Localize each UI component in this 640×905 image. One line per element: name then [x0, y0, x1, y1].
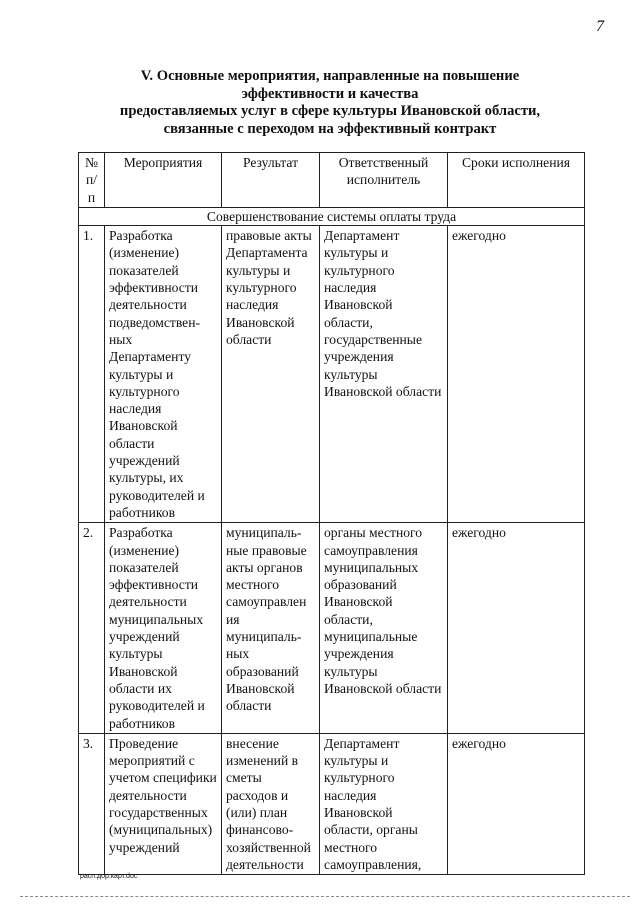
header-deadline: Сроки исполнения [448, 153, 585, 208]
table-row [79, 523, 585, 734]
title-line: эффективности и качества [241, 85, 419, 102]
document-title [60, 68, 600, 138]
section-row [79, 207, 585, 225]
header-activity: Мероприятия [105, 153, 222, 208]
row-deadline: ежегодно [448, 523, 585, 734]
row-num: 2. [79, 523, 105, 734]
measures-table [78, 152, 585, 875]
row-activity: Проведение мероприятий с учетом специфики деятельности государственных (муниципальных) учреждений [105, 733, 222, 874]
row-executor: Департамент культуры и культурного наследия Ивановской области, органы местного самоуправления, [320, 733, 448, 874]
title-line: предоставляемых услуг в сфере культуры Ивановской области, [119, 103, 541, 119]
header-num: № п/п [79, 153, 105, 208]
row-activity: Разработка (изменение) показателей эффективности деятельности подведомствен-ных Департаменту культуры и культурного наследия Ивановской области учреждений культуры, их руководителей и работников [105, 226, 222, 523]
row-activity: Разработка (изменение) показателей эффективности деятельности муниципальных учреждений культуры Ивановской области их руководителей и работников [105, 523, 222, 734]
row-num: 3. [79, 733, 105, 874]
title-line: V. Основные мероприятия, направленные на повышение [140, 68, 520, 84]
row-deadline: ежегодно [448, 226, 585, 523]
row-result: внесение изменений в сметы расходов и (или) план финансово-хозяйственной деятельности [222, 733, 320, 874]
page-bottom-rule [20, 896, 630, 897]
section-title: Совершенствование системы оплаты труда [79, 207, 585, 225]
title-line: связанные с переходом на эффективный контракт [163, 120, 497, 137]
row-result: правовые акты Департамента культуры и культурного наследия Ивановской области [222, 226, 320, 523]
header-executor: Ответственный исполнитель [320, 153, 448, 208]
file-footer: расп.дор.карт.doc [80, 873, 138, 880]
header-result: Результат [222, 153, 320, 208]
page-corner-mark: 7 [596, 18, 604, 35]
row-executor: Департамент культуры и культурного наследия Ивановской области, государственные учреждения культуры Ивановской области [320, 226, 448, 523]
table-row [79, 226, 585, 523]
row-result: муниципаль-ные правовые акты органов местного самоуправлен ия муниципаль-ных образований Ивановской области [222, 523, 320, 734]
row-deadline: ежегодно [448, 733, 585, 874]
table-row [79, 733, 585, 874]
row-executor: органы местного самоуправления муниципальных образований Ивановской области, муниципальные учреждения культуры Ивановской области [320, 523, 448, 734]
row-num: 1. [79, 226, 105, 523]
table-header-row [79, 153, 585, 208]
